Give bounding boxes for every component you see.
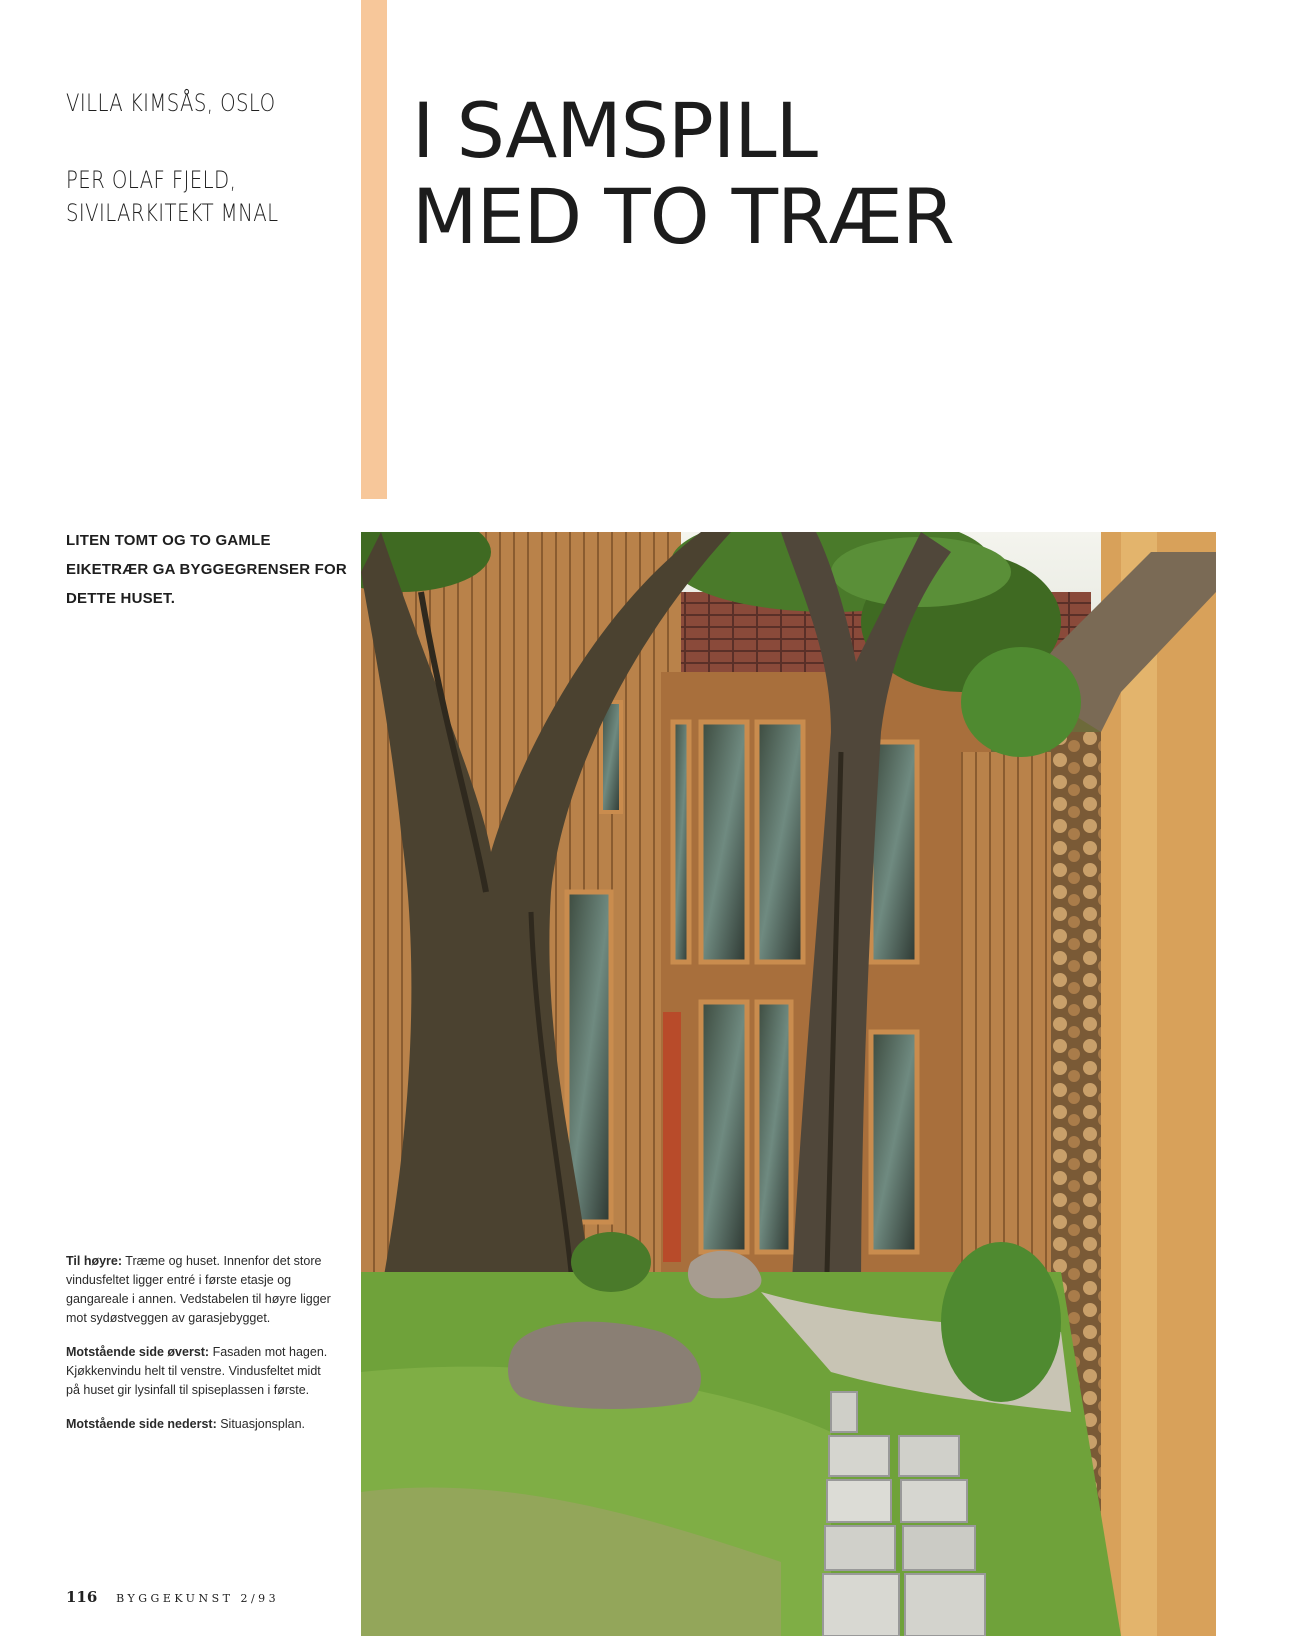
page-footer — [66, 1588, 279, 1606]
caption-text: Situasjonsplan. — [220, 1417, 305, 1431]
title-line: I SAMSPILL — [412, 86, 817, 175]
red-door-panel — [663, 1012, 681, 1262]
article-title — [412, 88, 1172, 260]
caption-label: Motstående side øverst: — [66, 1345, 210, 1359]
caption-label: Til høyre: — [66, 1254, 123, 1268]
architect-line: PER OLAF FJELD, — [66, 166, 237, 194]
garage-post — [1101, 532, 1216, 1636]
architect-credit — [66, 164, 312, 230]
house-photo — [361, 532, 1216, 1636]
photo-captions — [66, 1252, 336, 1449]
shrub — [571, 1232, 651, 1292]
caption-text: Træme og huset. Innenfor det store vindusfeltet ligger entré i første etasje og gangareale i annen. Vedstabelen til høyre ligger mot sydøstveggen av garasjebygget. — [66, 1254, 331, 1325]
caption — [66, 1252, 336, 1328]
caption — [66, 1343, 336, 1400]
caption-text: Fasaden mot hagen. Kjøkkenvindu helt til venstre. Vindusfeltet midt på huset gir lysinfall til spiseplassen i første. — [66, 1345, 328, 1397]
shrub — [941, 1242, 1061, 1402]
garage-post-highlight — [1121, 532, 1157, 1636]
caption — [66, 1415, 336, 1434]
architect-line: SIVILARKITEKT MNAL — [66, 199, 279, 227]
house-photo-illustration — [361, 532, 1216, 1636]
magazine-issue: BYGGEKUNST 2/93 — [116, 1592, 280, 1605]
lead-text: LITEN TOMT OG TO GAMLE EIKETRÆR GA BYGGEGRENSER FOR DETTE HUSET. — [66, 532, 347, 607]
page-number: 116 — [66, 1588, 98, 1606]
accent-bar — [361, 0, 387, 499]
project-name: VILLA KIMSÅS, OSLO — [66, 89, 276, 117]
title-line: MED TO TRÆR — [412, 172, 954, 261]
caption-label: Motstående side nederst: — [66, 1417, 217, 1431]
